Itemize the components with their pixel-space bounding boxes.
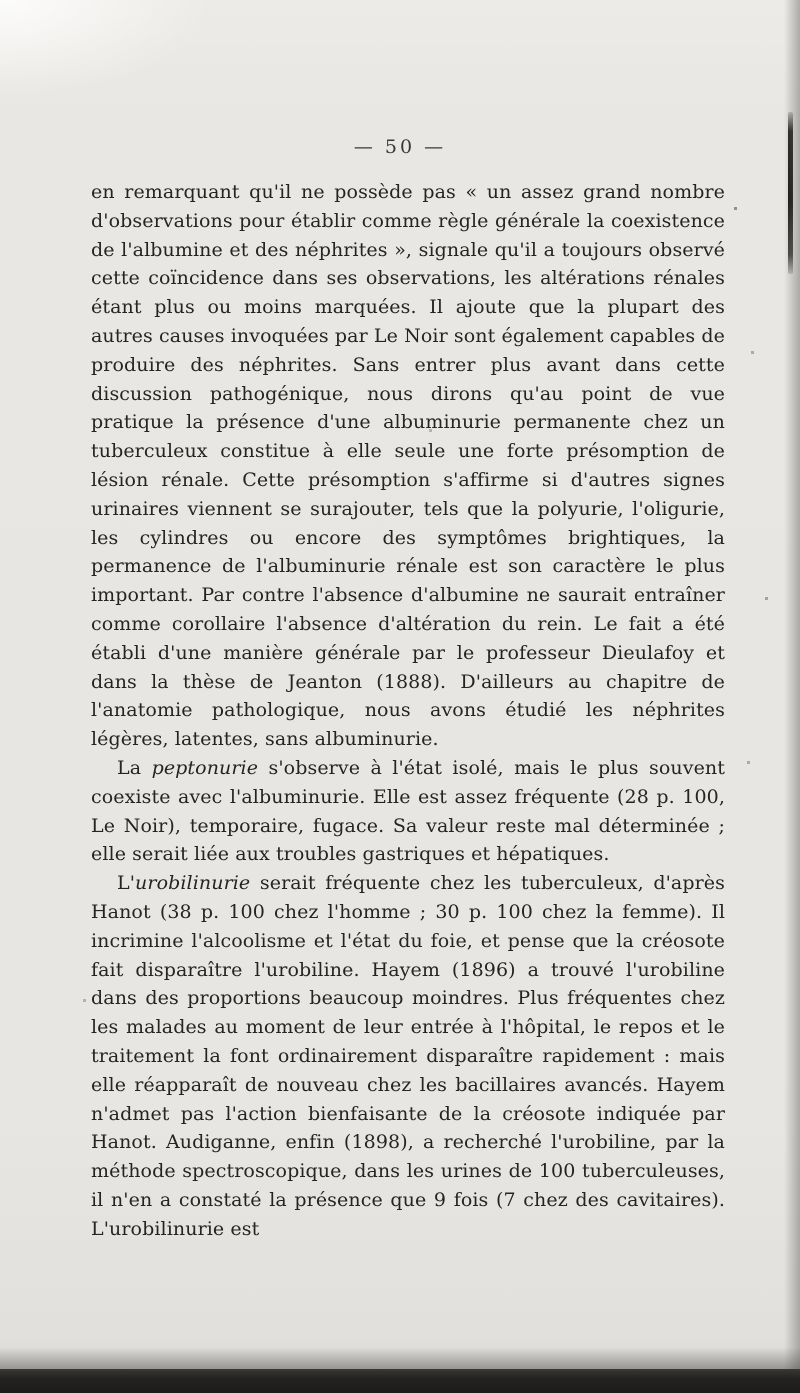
- page-number: — 50 —: [353, 136, 447, 158]
- page-text: [91, 178, 725, 1243]
- text-segment: en remarquant qu'il ne possède pas « un assez grand nombre d'observations pour établir comme règle générale la coexistence de l'albumine et des néphrites », signale qu'il a toujours observé cette coïncidence dans ses observations, les altérations rénales étant plus ou moins marquées. Il ajoute que la plupart des autres causes invoquées par Le Noir sont également capables de produire des néphrites. Sans entrer plus avant dans cette discussion pathogénique, nous dirons qu'au point de vue pratique la présence d'une albuminurie permanente chez un tuberculeux constitue à elle seule une forte présomption de lésion rénale. Cette présomption s'affirme si d'autres signes urinaires viennent se surajouter, tels que la polyurie, l'oligurie, les cylindres ou encore des symptômes brightiques, la permanence de l'albuminurie rénale est son caractère le plus important. Par contre l'absence d'albumine ne saurait entraîner comme corollaire l'absence d'altération du rein. Le fait a été établi d'une manière générale par le professeur Dieulafoy et dans la thèse de Jeanton (1888). D'ailleurs au chapitre de l'anatomie pathologique, nous avons étudié les néphrites légères, latentes, sans albuminurie.: [91, 181, 725, 751]
- paragraph: [91, 869, 725, 1243]
- paragraph: [91, 754, 725, 869]
- scan-specks: [0, 0, 1, 1]
- text-segment: La: [117, 756, 152, 779]
- term-italic: urobilinurie: [135, 872, 251, 895]
- paragraph: [91, 178, 725, 754]
- text-segment: s'observe à l'état isolé, mais le plus souvent coexiste avec l'albuminurie. Elle est assez fréquente (28 p. 100, Le Noir), temporaire, fugace. Sa valeur reste mal déterminée ; elle serait liée aux troubles gastriques et hépatiques.: [91, 756, 725, 866]
- scan-bottom-band: [0, 1369, 800, 1393]
- term-italic: peptonurie: [151, 756, 259, 779]
- scan-edge-shade: [784, 0, 800, 1393]
- text-segment: serait fréquente chez les tuberculeux, d'après Hanot (38 p. 100 chez l'homme ; 30 p. 100 chez la femme). Il incrimine l'alcoolisme et l'état du foie, et pense que la créosote fait disparaître l'urobiline. Hayem (1896) a trouvé l'urobiline dans des proportions beaucoup moindres. Plus fréquentes chez les malades au moment de leur entrée à l'hôpital, le repos et le traitement la font ordinairement disparaître rapidement : mais elle réapparaît de nouveau chez les bacillaires avancés. Hayem n'admet pas l'action bienfaisante de la créosote indiquée par Hanot. Audiganne, enfin (1898), a recherché l'urobiline, par la méthode spectroscopique, dans les urines de 100 tuberculeuses, il n'en a constaté la présence que 9 fois (7 chez des cavitaires). L'urobilinurie est: [91, 872, 725, 1240]
- text-segment: L': [117, 872, 136, 895]
- scan-bottom-fade: [0, 1347, 800, 1369]
